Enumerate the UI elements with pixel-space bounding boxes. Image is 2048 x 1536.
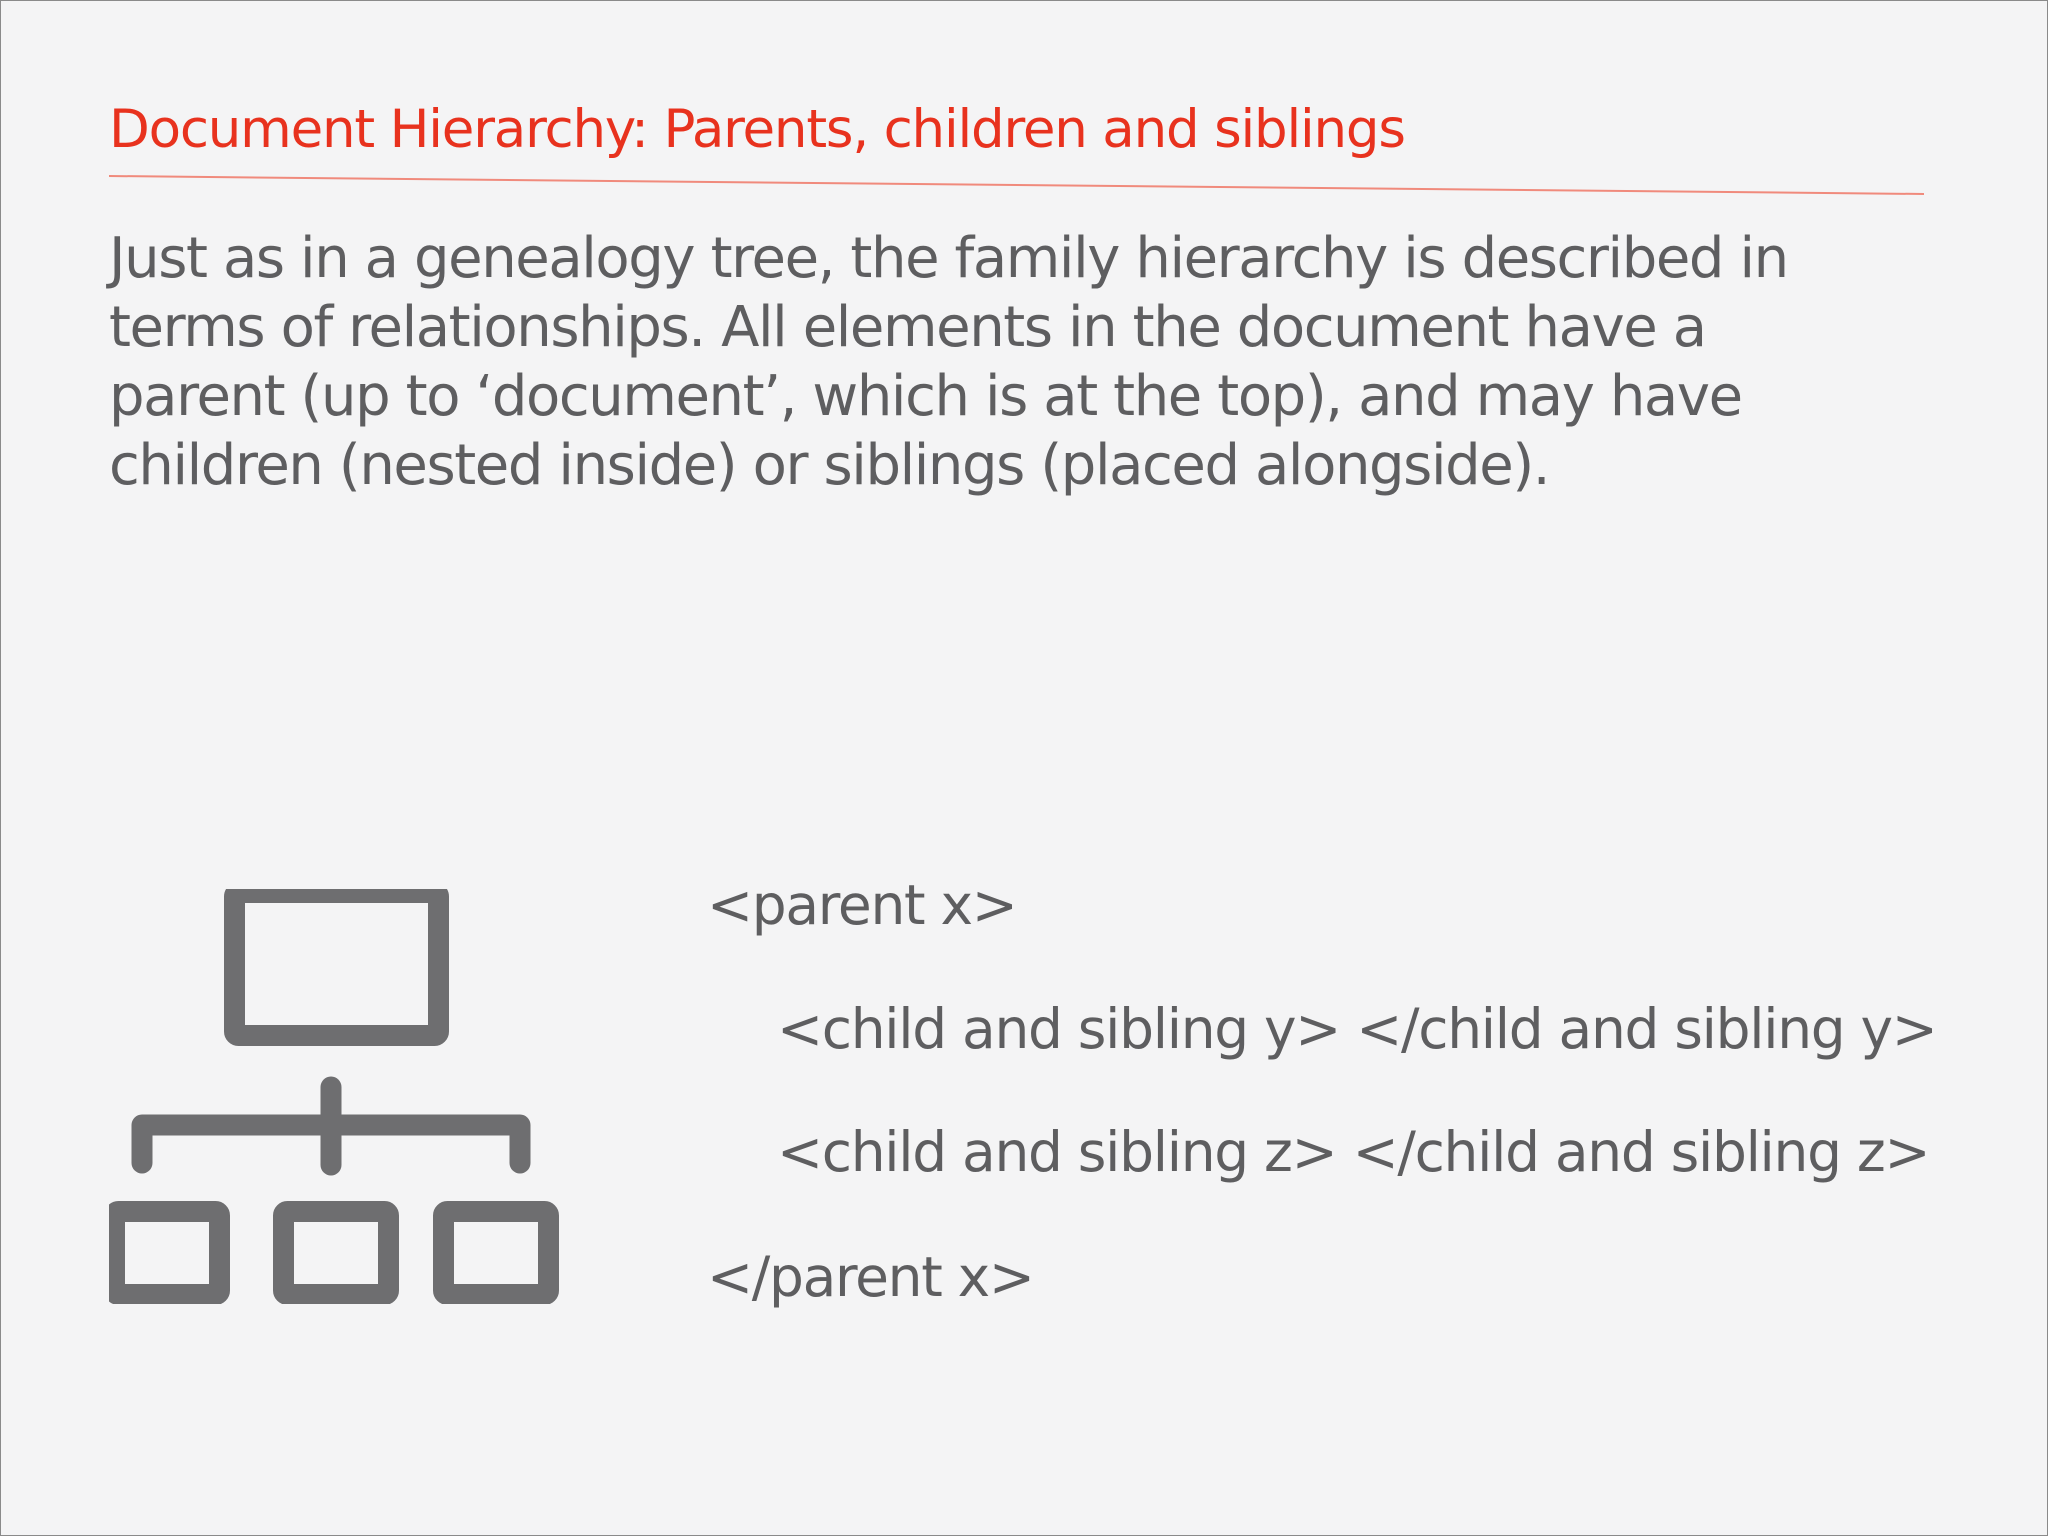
hierarchy-icon	[109, 889, 561, 1304]
body-line: children (nested inside) or siblings (placed alongside).	[109, 433, 1550, 498]
slide-body	[109, 224, 1959, 500]
slide-title: Document Hierarchy: Parents, children and siblings	[109, 99, 1405, 160]
body-line: terms of relationships. All elements in the document have a	[109, 295, 1706, 360]
code-parent-close: </parent x>	[707, 1245, 1034, 1309]
code-parent-open: <parent x>	[707, 873, 1017, 937]
title-underline	[109, 166, 1924, 196]
code-child-z: <child and sibling z> </child and sibling z>	[777, 1120, 1930, 1184]
body-line: Just as in a genealogy tree, the family hierarchy is described in	[109, 226, 1788, 291]
code-child-y: <child and sibling y> </child and sibling y>	[777, 997, 1937, 1061]
body-line: parent (up to ‘document’, which is at the top), and may have	[109, 364, 1742, 429]
